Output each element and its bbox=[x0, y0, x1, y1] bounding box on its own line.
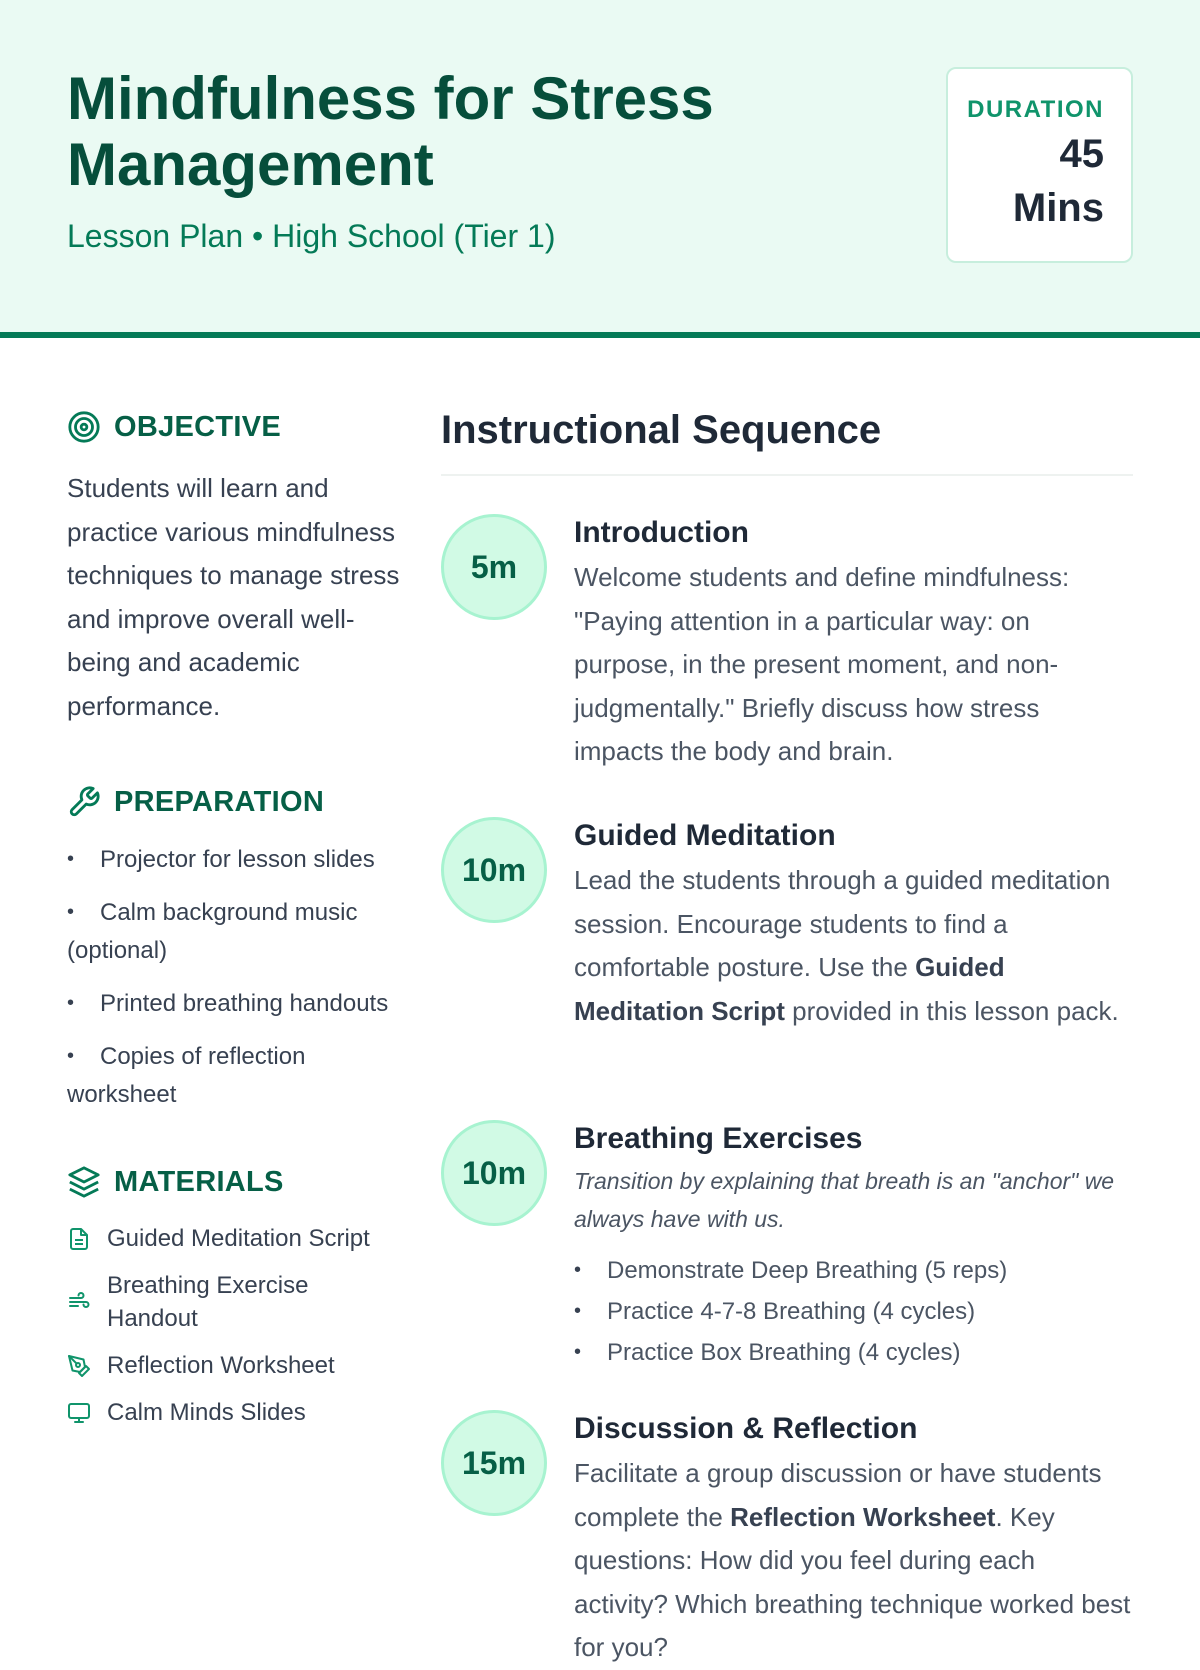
preparation-list bbox=[67, 840, 402, 1114]
step-title: Breathing Exercises bbox=[574, 1122, 863, 1155]
document-icon bbox=[67, 1227, 91, 1251]
duration-number: 45 bbox=[1059, 132, 1104, 176]
time-badge: 5m bbox=[441, 514, 547, 620]
step-title: Introduction bbox=[574, 516, 749, 549]
preparation-item: Copies of reflection worksheet bbox=[67, 1043, 306, 1108]
list-item: • Calm background music (optional) bbox=[67, 899, 358, 964]
preparation-item: Projector for lesson slides bbox=[100, 846, 375, 873]
materials-list bbox=[67, 1222, 402, 1429]
step-description: Welcome students and define mindfulness: "Paying attention in a particular way: on purpose, in the present moment, and non-judgmentally." Briefly discuss how stress impacts the body and brain. bbox=[574, 562, 1070, 766]
step-title: Discussion & Reflection bbox=[574, 1412, 918, 1445]
preparation-item: Printed breathing handouts bbox=[100, 990, 389, 1017]
page-subtitle: Lesson Plan • High School (Tier 1) bbox=[67, 218, 556, 254]
wrench-icon bbox=[67, 785, 101, 819]
material-label: Calm Minds Slides bbox=[107, 1399, 306, 1426]
materials-heading-label: MATERIALS bbox=[114, 1165, 284, 1198]
duration-unit: Mins bbox=[1012, 186, 1104, 230]
material-item[interactable] bbox=[67, 1349, 402, 1382]
material-label: Guided Meditation Script bbox=[107, 1225, 370, 1252]
step-description: Facilitate a group discussion or have students complete the Reflection Worksheet. Key questions: How did you feel during each activity? Which breathing technique worked best for you? bbox=[574, 1458, 1131, 1662]
list-item: • Projector for lesson slides bbox=[67, 846, 375, 873]
material-item[interactable] bbox=[67, 1269, 402, 1335]
time-badge: 10m bbox=[441, 817, 547, 923]
list-item: • Practice Box Breathing (4 cycles) bbox=[574, 1339, 961, 1366]
material-label: Reflection Worksheet bbox=[107, 1352, 335, 1379]
page-title: Mindfulness for Stress Management bbox=[67, 65, 714, 198]
duration-label: DURATION bbox=[967, 96, 1104, 123]
step-intro: Transition by explaining that breath is an "anchor" we always have with us. bbox=[574, 1168, 1115, 1232]
objective-text: Students will learn and practice various mindfulness techniques to manage stress and improve overall well-being and academic performance. bbox=[67, 473, 400, 721]
sequence-heading: Instructional Sequence bbox=[441, 408, 882, 452]
material-item[interactable] bbox=[67, 1396, 402, 1429]
time-badge: 10m bbox=[441, 1120, 547, 1226]
monitor-icon bbox=[67, 1401, 91, 1425]
objective-heading-label: OBJECTIVE bbox=[114, 410, 282, 443]
instructional-sequence bbox=[441, 405, 1133, 1662]
preparation-item: Calm background music (optional) bbox=[67, 899, 358, 964]
step-description: Lead the students through a guided meditation session. Encourage students to find a comfortable posture. Use the Guided Meditation Script provided in this lesson pack. bbox=[574, 865, 1119, 1026]
resource-link: Reflection Worksheet bbox=[730, 1501, 996, 1532]
objective-heading bbox=[67, 405, 402, 449]
material-item[interactable] bbox=[67, 1222, 402, 1255]
list-item: • Printed breathing handouts bbox=[67, 990, 389, 1017]
preparation-heading bbox=[67, 780, 402, 824]
target-icon bbox=[67, 410, 101, 444]
duration-card bbox=[946, 67, 1133, 263]
sidebar bbox=[67, 405, 402, 1443]
list-item: • Copies of reflection worksheet bbox=[67, 1043, 306, 1108]
material-label: Breathing Exercise Handout bbox=[107, 1272, 309, 1332]
time-badge: 15m bbox=[441, 1410, 547, 1516]
list-item: • Practice 4-7-8 Breathing (4 cycles) bbox=[574, 1298, 976, 1325]
divider bbox=[441, 474, 1133, 476]
pen-icon bbox=[67, 1354, 91, 1378]
list-item: • Demonstrate Deep Breathing (5 reps) bbox=[574, 1257, 1008, 1284]
materials-heading bbox=[67, 1160, 402, 1204]
resource-link: Guided Meditation Script bbox=[574, 952, 1005, 1026]
wind-icon bbox=[67, 1290, 91, 1314]
preparation-heading-label: PREPARATION bbox=[114, 785, 325, 818]
step-bullet-list bbox=[574, 1250, 1133, 1373]
layers-icon bbox=[67, 1165, 101, 1199]
lesson-header bbox=[0, 0, 1200, 338]
step-title: Guided Meditation bbox=[574, 819, 836, 852]
